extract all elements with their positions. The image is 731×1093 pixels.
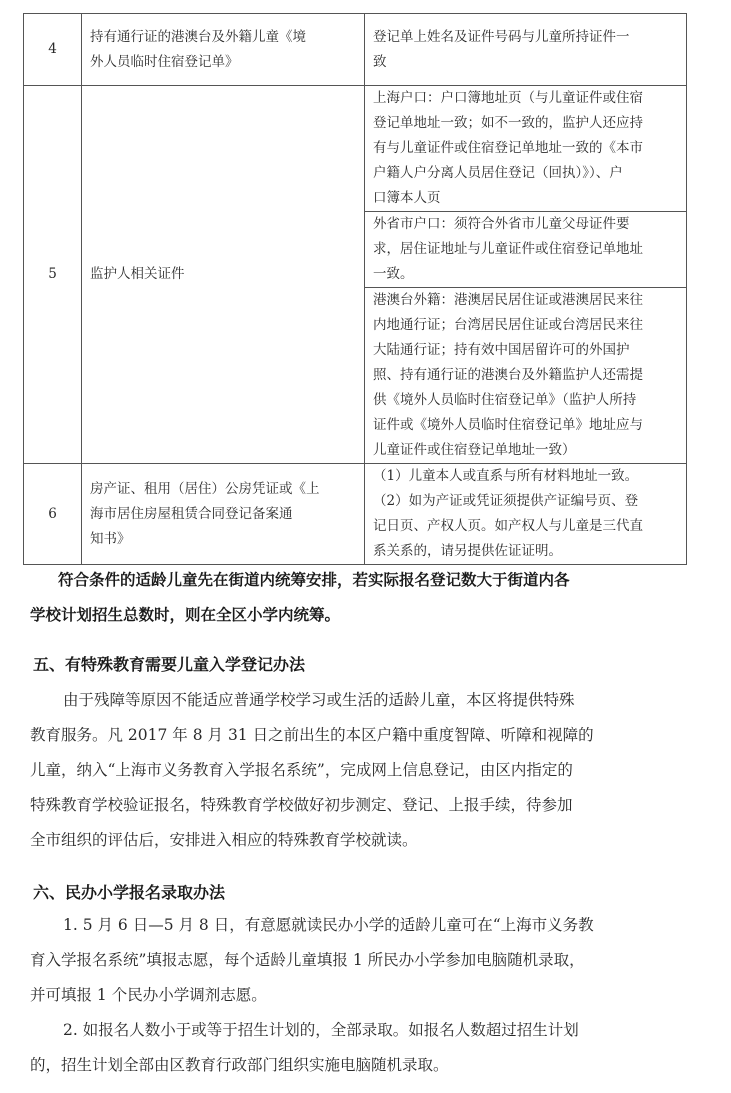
paragraph-line: 1. 5 月 6 日—5 月 8 日，有意愿就读民办小学的适龄儿童可在“上海市义务教 — [63, 916, 594, 934]
note-text: 照、持有通行证的港澳台及外籍监护人还需提 — [373, 367, 643, 383]
note-text: 儿童证件或住宿登记单地址一致） — [373, 442, 576, 458]
paragraph-line: 的，招生计划全部由区教育行政部门组织实施电脑随机录取。 — [30, 1056, 449, 1074]
note-cell — [365, 464, 687, 565]
private-school-paragraph-2 — [30, 1013, 700, 1083]
note-text: （1）儿童本人或直系与所有材料地址一致。 — [373, 468, 639, 484]
note-text: 致 — [373, 53, 387, 70]
item-cell — [82, 464, 365, 565]
item-text: 房产证、租用（居住）公房凭证或《上 — [90, 480, 320, 497]
paragraph-line: 育入学报名系统”填报志愿，每个适龄儿童填报 1 所民办小学参加电脑随机录取， — [30, 951, 585, 969]
paragraph-line: 符合条件的适龄儿童先在街道内统筹安排，若实际报名登记数大于街道内各 — [58, 570, 570, 589]
note-text: 记日页、产权人页。如产权人与儿童是三代直 — [373, 518, 643, 534]
note-cell-other-province — [365, 212, 687, 288]
paragraph-line: 特殊教育学校验证报名，特殊教育学校做好初步测定、登记、上报手续，待参加 — [30, 796, 573, 814]
paragraph-line: 2. 如报名人数小于或等于招生计划的，全部录取。如报名人数超过招生计划 — [63, 1021, 579, 1039]
coordination-paragraph — [30, 562, 708, 632]
item-text: 持有通行证的港澳台及外籍儿童《境 — [90, 28, 306, 45]
note-text: 港澳台外籍：港澳居民居住证或港澳居民来往 — [373, 292, 643, 308]
table-row — [24, 464, 687, 565]
paragraph-line: 学校计划招生总数时，则在全区小学内统筹。 — [30, 605, 341, 624]
item-text: 监护人相关证件 — [90, 266, 185, 282]
note-text: 系关系的，请另提供佐证证明。 — [373, 543, 562, 559]
private-school-paragraph-1 — [30, 908, 700, 1013]
note-cell-shanghai — [365, 86, 687, 212]
paragraph-line: 教育服务。凡 2017 年 8 月 31 日之前出生的本区户籍中重度智障、听障和视障的 — [30, 726, 594, 744]
note-text: 求，居住证地址与儿童证件或住宿登记单地址 — [373, 241, 643, 257]
section-heading-special-education: 五、有特殊教育需要儿童入学登记办法 — [33, 655, 306, 674]
requirements-table — [23, 13, 687, 565]
note-text: 口簿本人页 — [373, 190, 441, 206]
item-cell — [82, 14, 365, 86]
note-text: 一致。 — [373, 266, 414, 282]
note-text: 登记单地址一致；如不一致的，监护人还应持 — [373, 115, 643, 131]
item-text: 知书》 — [90, 530, 131, 547]
section-heading-private-school: 六、民办小学报名录取办法 — [33, 883, 226, 902]
note-text: 内地通行证；台湾居民居住证或台湾居民来往 — [373, 317, 643, 333]
table-row — [24, 86, 687, 212]
paragraph-line: 全市组织的评估后，安排进入相应的特殊教育学校就读。 — [30, 831, 418, 849]
note-text: （2）如为产证或凭证须提供产证编号页、登 — [373, 493, 639, 509]
note-text: 上海户口：户口簿地址页（与儿童证件或住宿 — [373, 90, 643, 106]
paragraph-line: 儿童，纳入“上海市义务教育入学报名系统”，完成网上信息登记，由区内指定的 — [30, 761, 573, 779]
note-cell — [365, 14, 687, 86]
item-text: 外人员临时住宿登记单》 — [90, 53, 239, 70]
note-text: 户籍人户分离人员居住登记（回执）》）、户 — [373, 165, 623, 181]
row-number: 5 — [24, 86, 82, 464]
note-text: 证件或《境外人员临时住宿登记单》地址应与 — [373, 417, 643, 433]
note-text: 供《境外人员临时住宿登记单》（监护人所持 — [373, 392, 637, 408]
table-row — [24, 14, 687, 86]
paragraph-line: 由于残障等原因不能适应普通学校学习或生活的适龄儿童，本区将提供特殊 — [63, 691, 575, 709]
note-cell-overseas — [365, 288, 687, 464]
note-text: 外省市户口：须符合外省市儿童父母证件要 — [373, 216, 630, 232]
item-cell — [82, 86, 365, 464]
note-text: 大陆通行证；持有效中国居留许可的外国护 — [373, 342, 630, 358]
note-text: 有与儿童证件或住宿登记单地址一致的《本市 — [373, 140, 643, 156]
row-number: 6 — [24, 464, 82, 565]
note-text: 登记单上姓名及证件号码与儿童所持证件一 — [373, 28, 630, 45]
item-text: 海市居住房屋租赁合同登记备案通 — [90, 505, 293, 522]
special-education-paragraph — [30, 683, 700, 858]
row-number: 4 — [24, 14, 82, 86]
paragraph-line: 并可填报 1 个民办小学调剂志愿。 — [30, 986, 267, 1004]
